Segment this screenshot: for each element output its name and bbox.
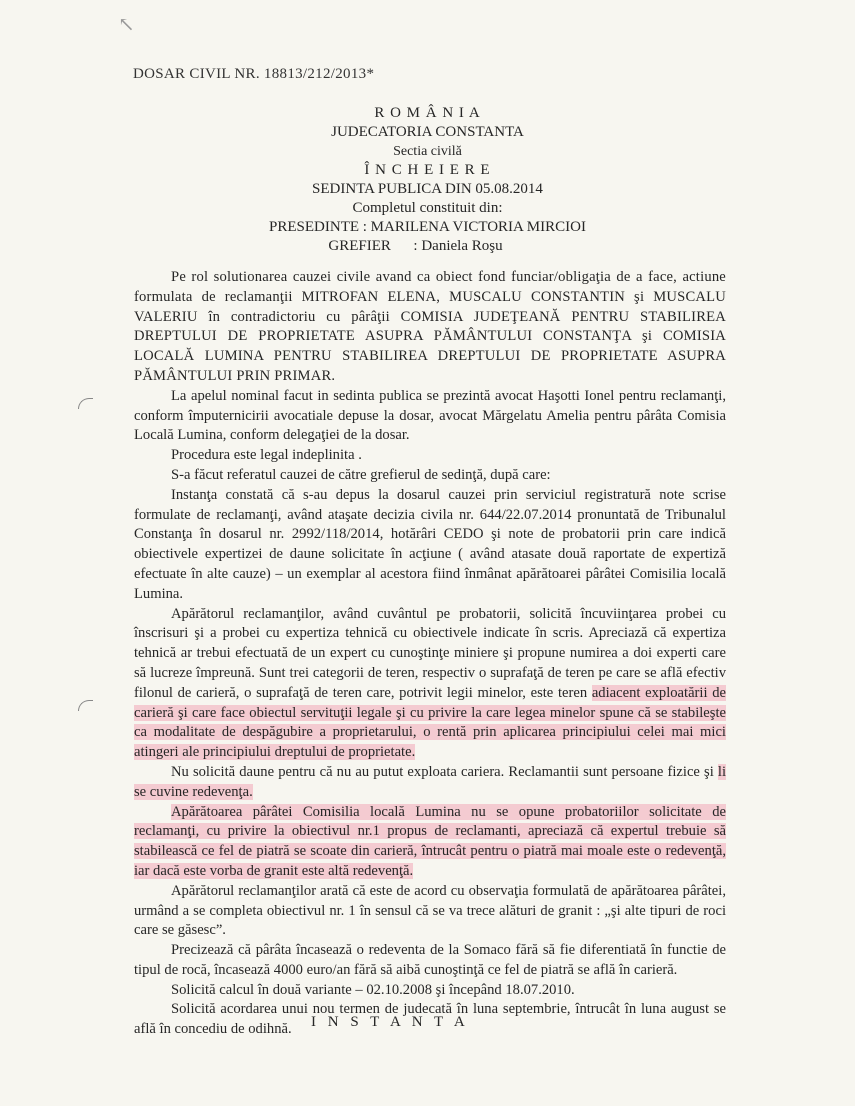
court-name: JUDECATORIA CONSTANTA [331,124,524,140]
footer-heading: I N S T A N T A [311,1014,469,1030]
highlighted-text: Apărătoarea pârâtei Comisilia locală Lumina nu se opune probatoriilor solicitate de reclamanţi, cu privire la obiectivul nr.1 propus de reclamanti, apreciază că expertul trebuie să stabilească ce fel de piatră se scoate din carieră, întrucât pentru o piatră mai moale este o redevenţă, iar dacă este vorba de granit este altă redevenţă. [134,803,726,879]
paragraph: Pe rol solutionarea cauzei civile avand ca obiect fond funciar/obligaţia de a face, actiune formulata de reclamanţii MITROFAN ELENA, MUSCALU CONSTANTIN şi MUSCALU VALERIU în contradictoriu cu pârâţii COMISIA JUDEŢEANĂ PENTRU STABILIREA DREPTULUI DE PROPRIETATE ASUPRA PĂMÂNTULUI CONSTANŢA şi COMISIA LOCALĂ LUMINA PENTRU STABILIREA DREPTULUI DE PROPRIETATE ASUPRA PĂMÂNTULUI PRIN PRIMAR. [134,269,726,384]
paragraph [134,763,726,803]
document-body [134,268,726,1040]
panel: Completul constituit din: [352,200,503,216]
paragraph [134,803,726,882]
section: Sectia civilă [393,144,462,159]
margin-mark-icon [78,700,93,711]
corner-mark-icon: ↖ [118,14,135,36]
president: PRESEDINTE : MARILENA VICTORIA MIRCIOI [269,219,586,235]
paragraph: Precizează că pârâta încasează o redeventa de la Somaco fără să fie diferentiată în functie de tipul de rocă, încasează 4000 euro/an fără să aibă cunoştinţă ce fel de piatră se află în carieră. [134,942,726,978]
paragraph-text: Apărătorul reclamanţilor, având cuvântul pe probatorii, solicită încuviinţarea probei cu înscrisuri şi a probei cu expertiza tehnică cu obiectivele indicate în scris. Apreciază că expertiza tehnică ar trebui efectuată de un expert cu cunoştinţe miniere şi propune numirea a doi experti care să lucreze împreună. Sunt trei categorii de teren, respectiv o suprafaţă de teren pe care se află efectiv filonul de carieră, o suprafaţă de teren care, potrivit legii minelor, este teren [134,605,726,701]
paragraph: Solicită acordarea unui nou termen de judecată în luna septembrie, întrucât în luna august se află în concediu de odihnă. [134,1001,726,1038]
clerk: GREFIER : Daniela Roşu [328,238,503,254]
paragraph: Procedura este legal indeplinita . [171,447,362,464]
paragraph: S-a făcut referatul cauzei de către grefierul de sedinţă, după care: [171,466,551,483]
margin-mark-icon [78,398,93,409]
paragraph: La apelul nominal facut in sedinta publica se prezintă avocat Haşotti Ionel pentru reclamanţi, conform împuternicirii avocatiale depuse la dosar, avocat Mărgelatu Amelia pentru pârâta Comisia Locală Lumina, conform delegaţiei de la dosar. [134,387,726,444]
document-type: Î N C H E I E R E [364,162,491,178]
session: SEDINTA PUBLICA DIN 05.08.2014 [312,181,543,197]
country: R O M Â N I A [374,105,481,121]
highlighted-text: li se cuvine redevenţa. [134,763,726,800]
paragraph: Solicită calcul în două variante – 02.10.2008 şi începând 18.07.2010. [171,981,575,998]
paragraph: Apărătorul reclamanţilor arată că este de acord cu observaţia formulată de apărătoarea pârâtei, urmând a se completa obiectivul nr. 1 în sensul că se va trece alături de granit : „şi alte tipuri de roci care se găsesc”. [134,882,726,939]
case-number: DOSAR CIVIL NR. 18813/212/2013* [133,66,375,82]
paragraph [134,605,726,763]
document-header [0,104,855,256]
paragraph: Instanţa constată că s-au depus la dosarul cauzei prin serviciul registratură note scrise formulate de reclamanţi, având ataşate decizia civila nr. 644/22.07.2014 pronuntată de Tribunalul Constanţa în dosarul nr. 2992/118/2014, hotărâri CEDO şi note de probatorii prin care indică obiectivele expertizei de daune solicitate în acţiune ( având atasate două raportate de expertiză efectuate în alte cauze) – un exemplar al acestora fiind înmânat apărătoarei pârâtei Comisilia locală Lumina. [134,486,726,602]
highlighted-text: adiacent exploatării de carieră şi care face obiectul servituţii legale şi cu privire la care legea minelor spune că se stabileşte ca modalitate de despăgubire a proprietarului, o rentă prin aplicarea principiului celei mai mici atingeri ale principiului dreptului de proprietate. [134,684,726,761]
paragraph-text: Nu solicită daune pentru că nu au putut exploata cariera. Reclamantii sunt persoane fizice şi [171,763,718,780]
